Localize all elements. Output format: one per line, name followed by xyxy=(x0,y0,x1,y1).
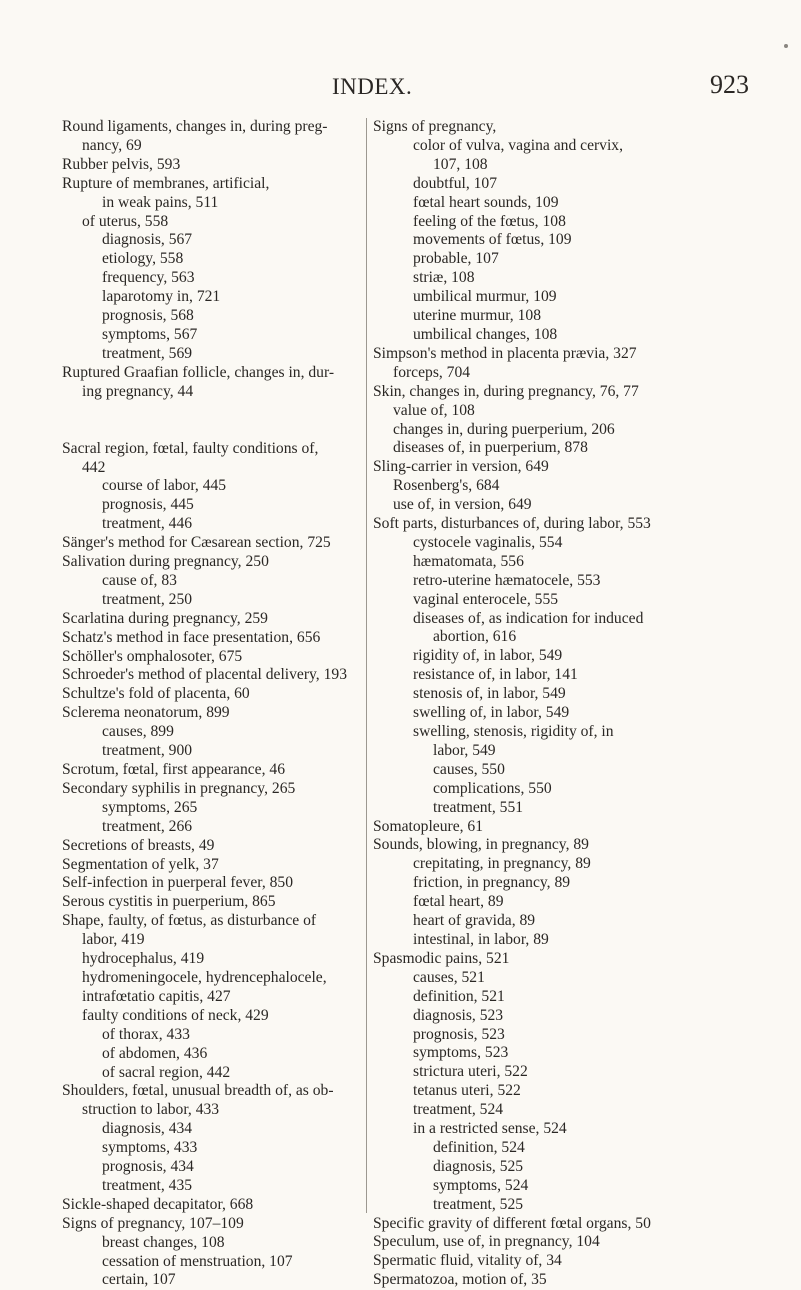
index-subentry: umbilical murmur, 109 xyxy=(413,288,557,306)
index-subentry: hydromeningocele, hydrencephalocele, xyxy=(82,968,327,986)
index-entry: Simpson's method in placenta prævia, 327 xyxy=(373,344,637,362)
index-entry: Scrotum, fœtal, first appearance, 46 xyxy=(62,761,285,778)
index-entry: Rupture of membranes, artificial, xyxy=(62,174,270,192)
index-subentry: intestinal, in labor, 89 xyxy=(413,930,549,948)
index-subentry: changes in, during puerperium, 206 xyxy=(393,420,615,438)
index-subentry: causes, 521 xyxy=(413,968,485,986)
index-subentry: 442 xyxy=(82,458,106,476)
index-entry: Schultze's fold of placenta, 60 xyxy=(62,685,250,703)
index-subentry: treatment, 524 xyxy=(413,1101,504,1119)
index-entry: Somatopleure, 61 xyxy=(373,817,484,835)
index-spacer xyxy=(62,402,362,421)
index-entry: Secretions of breasts, 49 xyxy=(62,836,215,854)
index-entry: Schroeder's method of placental delivery, 193 xyxy=(62,666,347,684)
index-subentry: strictura uteri, 522 xyxy=(413,1063,528,1081)
index-subentry: vaginal enterocele, 555 xyxy=(413,590,559,608)
index-subentry: forceps, 704 xyxy=(393,363,471,381)
index-subentry: probable, 107 xyxy=(413,250,499,268)
index-subentry: diagnosis, 434 xyxy=(102,1120,193,1138)
index-subentry: prognosis, 568 xyxy=(102,307,194,325)
index-subentry: symptoms, 567 xyxy=(102,325,198,343)
index-subentry: stenosis of, in labor, 549 xyxy=(413,685,566,703)
index-subentry: in a restricted sense, 524 xyxy=(413,1120,567,1138)
page-title: INDEX. xyxy=(332,74,413,99)
column-divider xyxy=(366,118,367,1213)
index-subentry: causes, 550 xyxy=(433,760,505,778)
index-subentry: labor, 549 xyxy=(433,741,496,759)
index-subentry: faulty conditions of neck, 429 xyxy=(82,1006,269,1024)
index-subentry: movements of fœtus, 109 xyxy=(413,231,572,249)
index-subentry: treatment, 525 xyxy=(433,1195,524,1213)
index-subentry: complications, 550 xyxy=(433,779,552,797)
index-subentry: diagnosis, 525 xyxy=(433,1157,524,1175)
index-entry: Skin, changes in, during pregnancy, 76, 77 xyxy=(373,382,639,400)
index-subentry: intrafœtatio capitis, 427 xyxy=(82,987,231,1005)
index-entry: Serous cystitis in puerperium, 865 xyxy=(62,893,276,911)
index-spacer xyxy=(62,421,362,440)
index-entry: Spermatozoa, motion of, 35 xyxy=(373,1271,547,1289)
index-subentry: of uterus, 558 xyxy=(82,212,169,230)
index-subentry: value of, 108 xyxy=(393,401,475,419)
index-subentry: color of vulva, vagina and cervix, xyxy=(413,136,624,154)
index-entry: Self-infection in puerperal fever, 850 xyxy=(62,874,294,892)
index-subentry: ing pregnancy, 44 xyxy=(82,382,194,400)
page-header xyxy=(0,70,801,110)
index-subentry: causes, 899 xyxy=(102,723,174,741)
index-entry: Schöller's omphalosoter, 675 xyxy=(62,647,243,665)
index-entry: Specific gravity of different fœtal organs, 50 xyxy=(373,1214,651,1232)
index-subentry: definition, 524 xyxy=(433,1138,525,1156)
index-subentry: definition, 521 xyxy=(413,987,505,1005)
index-subentry: swelling of, in labor, 549 xyxy=(413,704,570,722)
index-subentry: heart of gravida, 89 xyxy=(413,912,536,930)
index-subentry: 107, 108 xyxy=(433,155,488,173)
margin-dot xyxy=(784,44,788,48)
index-subentry: fœtal heart sounds, 109 xyxy=(413,193,559,211)
index-subentry: uterine murmur, 108 xyxy=(413,307,541,325)
index-subentry: prognosis, 434 xyxy=(102,1158,194,1176)
index-subentry: umbilical changes, 108 xyxy=(413,325,558,343)
index-entry: Sclerema neonatorum, 899 xyxy=(62,704,230,722)
index-subentry: symptoms, 265 xyxy=(102,798,198,816)
index-entry: Signs of pregnancy, 107–109 xyxy=(62,1214,244,1232)
index-subentry: rigidity of, in labor, 549 xyxy=(413,647,563,665)
index-subentry: treatment, 446 xyxy=(102,515,193,533)
index-subentry: Rosenberg's, 684 xyxy=(393,477,500,495)
index-subentry: doubtful, 107 xyxy=(413,174,498,192)
index-entry: Spasmodic pains, 521 xyxy=(373,949,510,967)
index-subentry: retro-uterine hæmatocele, 553 xyxy=(413,571,601,589)
index-subentry: symptoms, 523 xyxy=(413,1044,509,1062)
index-column-right xyxy=(373,118,753,1290)
index-subentry: nancy, 69 xyxy=(82,136,142,154)
index-entry: Ruptured Graafian follicle, changes in, dur- xyxy=(62,363,335,381)
index-subentry: friction, in pregnancy, 89 xyxy=(413,874,571,892)
index-subentry: in weak pains, 511 xyxy=(102,193,219,211)
page-number: 923 xyxy=(710,70,749,99)
index-subentry: course of labor, 445 xyxy=(102,477,227,495)
index-subentry: of sacral region, 442 xyxy=(102,1063,231,1081)
index-entry: Secondary syphilis in pregnancy, 265 xyxy=(62,779,296,797)
index-entry: Shape, faulty, of fœtus, as disturbance of xyxy=(62,912,317,930)
index-subentry: frequency, 563 xyxy=(102,269,195,287)
index-entry: Soft parts, disturbances of, during labor, 553 xyxy=(373,515,651,533)
index-subentry: of abdomen, 436 xyxy=(102,1044,208,1062)
index-entry: Sacral region, fœtal, faulty conditions of, xyxy=(62,439,319,457)
index-subentry: cystocele vaginalis, 554 xyxy=(413,533,563,551)
index-subentry: breast changes, 108 xyxy=(102,1233,225,1251)
index-entry: Sling-carrier in version, 649 xyxy=(373,458,549,476)
index-subentry: feeling of the fœtus, 108 xyxy=(413,212,566,230)
index-subentry: diseases of, in puerperium, 878 xyxy=(393,439,588,457)
index-entry: Spermatic fluid, vitality of, 34 xyxy=(373,1252,562,1270)
index-entry: Rubber pelvis, 593 xyxy=(62,155,181,173)
index-entry: Sickle-shaped decapitator, 668 xyxy=(62,1195,254,1213)
index-subentry: treatment, 551 xyxy=(433,798,524,816)
index-entry: Sänger's method for Cæsarean section, 725 xyxy=(62,534,331,552)
index-subentry: etiology, 558 xyxy=(102,250,184,268)
index-subentry: prognosis, 445 xyxy=(102,496,194,514)
index-entry: Sounds, blowing, in pregnancy, 89 xyxy=(373,836,589,854)
index-subentry: labor, 419 xyxy=(82,931,145,949)
index-entry: Signs of pregnancy, xyxy=(373,118,497,135)
index-entry: Round ligaments, changes in, during preg- xyxy=(62,118,328,135)
index-column-left xyxy=(62,118,362,1290)
index-subentry: hæmatomata, 556 xyxy=(413,552,524,570)
index-entry: Salivation during pregnancy, 250 xyxy=(62,553,269,571)
index-subentry: diagnosis, 523 xyxy=(413,1006,504,1024)
index-subentry: swelling, stenosis, rigidity of, in xyxy=(413,723,614,740)
index-subentry: symptoms, 524 xyxy=(433,1176,529,1194)
index-subentry: prognosis, 523 xyxy=(413,1025,505,1043)
index-subentry: diseases of, as indication for induced xyxy=(413,609,644,627)
index-subentry: abortion, 616 xyxy=(433,628,517,646)
index-subentry: laparotomy in, 721 xyxy=(102,288,221,306)
index-entry: Speculum, use of, in pregnancy, 104 xyxy=(373,1233,600,1251)
index-entry: Scarlatina during pregnancy, 259 xyxy=(62,609,268,627)
index-subentry: treatment, 900 xyxy=(102,742,193,760)
index-entry: Segmentation of yelk, 37 xyxy=(62,855,219,873)
index-subentry: striæ, 108 xyxy=(413,269,475,287)
index-subentry: diagnosis, 567 xyxy=(102,231,193,249)
index-subentry: treatment, 435 xyxy=(102,1176,193,1194)
index-subentry: resistance of, in labor, 141 xyxy=(413,666,578,684)
index-subentry: treatment, 569 xyxy=(102,344,193,362)
index-subentry: struction to labor, 433 xyxy=(82,1101,220,1119)
index-subentry: treatment, 250 xyxy=(102,590,193,608)
index-subentry: certain, 107 xyxy=(102,1271,176,1289)
index-subentry: hydrocephalus, 419 xyxy=(82,950,205,968)
index-entry: Shoulders, fœtal, unusual breadth of, as ob- xyxy=(62,1082,334,1100)
index-subentry: treatment, 266 xyxy=(102,817,193,835)
index-subentry: tetanus uteri, 522 xyxy=(413,1082,521,1100)
index-subentry: use of, in version, 649 xyxy=(393,496,532,514)
index-subentry: fœtal heart, 89 xyxy=(413,893,504,911)
index-subentry: cessation of menstruation, 107 xyxy=(102,1252,293,1270)
index-subentry: of thorax, 433 xyxy=(102,1025,190,1043)
index-entry: Schatz's method in face presentation, 656 xyxy=(62,628,321,646)
index-subentry: crepitating, in pregnancy, 89 xyxy=(413,855,591,873)
index-subentry: symptoms, 433 xyxy=(102,1139,198,1157)
index-subentry: cause of, 83 xyxy=(102,571,177,589)
